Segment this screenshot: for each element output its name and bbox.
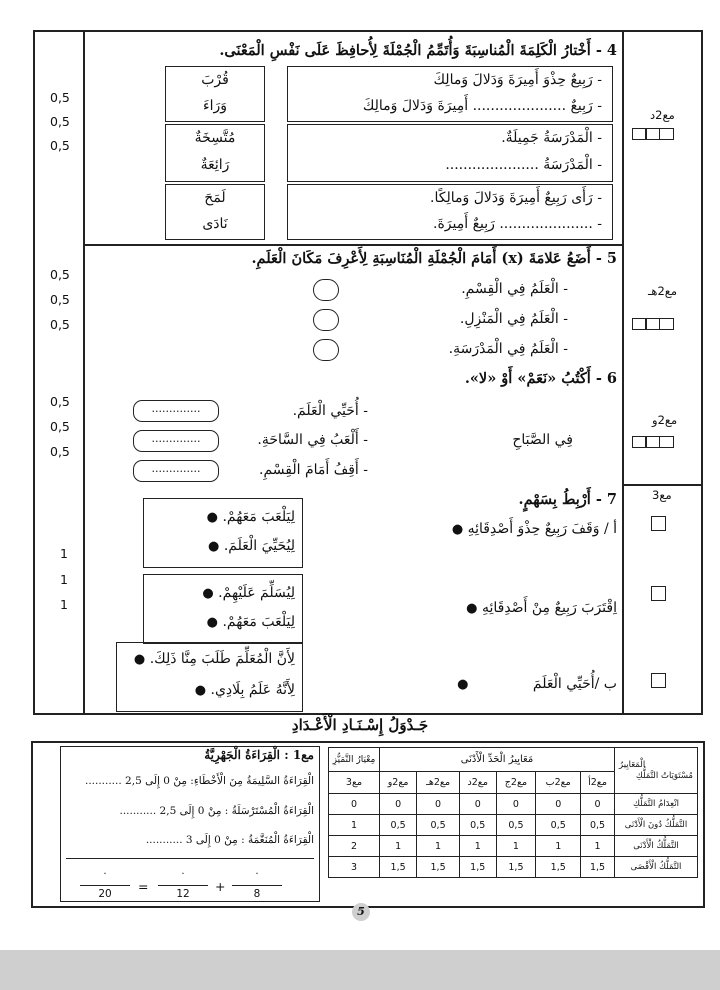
reading-line-2: الْقِرَاءَةُ الْمُسْتَرْسَلَةُ : مِنْ 0 إِلَى 2,5 ........... <box>119 805 314 817</box>
cell: 1 <box>380 836 417 857</box>
q7-score-1: 1 <box>60 546 68 561</box>
sum-equals: = <box>138 879 149 894</box>
sum-a: 12 <box>176 888 190 900</box>
cell: 2 <box>329 836 380 857</box>
code-mu2w: مع2و <box>380 772 417 794</box>
q5-criterion-code: مع2هـ <box>648 284 678 298</box>
q5-answer-oval-2[interactable] <box>313 309 339 331</box>
code-mu2a: مع2أ <box>581 772 615 794</box>
q4-g1-sentence-1: - رَبِيعٌ حِذْوَ أَمِيرَةَ وَدَلالَ وَمالِكَ <box>433 72 602 88</box>
q4-word-3b: نَادَى <box>202 216 228 232</box>
cell: 0,5 <box>380 815 417 836</box>
cell: 3 <box>329 857 380 878</box>
row-label: التَّمَلُّكُ دُونَ الْأَدْنَى <box>615 815 698 836</box>
q7-opt-1b-text: لِيُحَيِّيَ الْعَلَمَ. <box>223 538 295 554</box>
q7-left-2-label: اِقْتَرَبَ رَبِيعٌ مِنْ أَصْدِقَائِهِ <box>481 600 617 616</box>
q7-left-3-label: ب /أُحَيِّي الْعَلَمَ <box>532 676 617 692</box>
grading-title: جَـدْوَلُ إِسْـنَـادِ الْأَعْـدَادِ <box>291 716 429 734</box>
cell: 0 <box>417 794 460 815</box>
q7-score-2: 1 <box>60 572 68 587</box>
scan-footer-bar <box>0 950 720 990</box>
q6-answer-box-1[interactable] <box>133 400 219 422</box>
q5-score-2: 0,5 <box>50 292 70 307</box>
q4-g1-sentence-2: - رَبِيعٌ ..................... أَمِيرَةَ وَدَلالَ وَمالِكَ <box>362 98 602 114</box>
q7-opt-2a-bullet: ● <box>202 586 214 601</box>
q7-opt-1a[interactable] <box>207 509 295 525</box>
q7-opt-2a[interactable] <box>202 585 295 601</box>
q7-opt-2b[interactable] <box>207 614 295 630</box>
q5-option-3: - الْعَلَمُ فِي الْمَدْرَسَةِ. <box>448 341 568 357</box>
q7-opt-2b-bullet: ● <box>206 615 218 630</box>
q5-answer-oval-1[interactable] <box>313 279 339 301</box>
q6-criterion-code: مع2و <box>652 413 678 427</box>
cell: 1 <box>581 836 615 857</box>
q5-option-2: - الْعَلَمُ فِي الْمَنْزِلِ. <box>459 311 568 327</box>
q7-heading: 7 - أَرْبِطُ بِسَهْمٍ. <box>518 491 617 508</box>
code-mu3: مع3 <box>329 772 380 794</box>
q7-checkbox-2[interactable] <box>651 586 666 601</box>
code-mu2d: مع2د <box>459 772 496 794</box>
q4-criterion-code: مع2د <box>650 108 675 122</box>
q6-item-1: - أُحَيِّي الْعَلَمَ. <box>292 403 368 419</box>
q4-grade-cells[interactable] <box>633 128 674 140</box>
q7-code-separator <box>622 484 703 486</box>
q6-blank-3: .............. <box>151 462 201 475</box>
q7-left-3 <box>457 676 617 692</box>
q7-left-2 <box>466 600 617 616</box>
q7-left-1-label: أ / وَقَفَ رَبِيعٌ حِذْوَ أَصْدِقَائِهِ <box>467 521 617 537</box>
q7-left-2-bullet[interactable]: ● <box>466 601 478 616</box>
q6-item-2: - أَلْعَبُ فِي السَّاحَةِ. <box>257 432 368 448</box>
q6-item-3: - أَقِفُ أَمَامَ الْقِسْمِ. <box>259 462 368 478</box>
q4-word-1a: قُرْبَ <box>201 72 229 88</box>
min-header: مَعَايِيرُ الْحَدِّ الْأَدْنَى <box>380 748 615 772</box>
q7-opt-3b-text: لِأَنَّهُ عَلَمُ بِلَادِي. <box>210 682 295 698</box>
q5-grade-cells[interactable] <box>633 318 674 330</box>
q7-left-1-bullet[interactable]: ● <box>451 522 464 537</box>
q7-score-3: 1 <box>60 597 68 612</box>
reading-box <box>60 746 320 902</box>
q6-blank-2: .............. <box>151 432 201 445</box>
reading-line-3: الْقِرَاءَةُ الْمُنَغَّمَةُ : مِنْ 0 إِلَى 3 ........... <box>145 834 314 846</box>
sum-b-bar <box>232 885 282 886</box>
cell: 0,5 <box>581 815 615 836</box>
cell: 1 <box>459 836 496 857</box>
q4-separator <box>85 244 622 246</box>
q7-left-1 <box>452 521 617 537</box>
q5-heading: 5 - أَضَعُ عَلامَةَ (x) أَمَامَ الْجُمْلَةِ الْمُنَاسِبَةِ لِأَعْرِفَ مَكَانَ الْعَلَمِ. <box>251 250 617 267</box>
sum-b-dot: . <box>255 866 259 877</box>
row-label: انْعِدَامُ التَّمَلُّكِ <box>615 794 698 815</box>
q4-word-1b: وَرَاءَ <box>203 98 227 114</box>
q6-score-1: 0,5 <box>50 394 70 409</box>
cell: 0,5 <box>417 815 460 836</box>
q4-g2-sentence-1: - الْمَدْرَسَةُ جَمِيلَةٌ. <box>501 130 602 146</box>
q4-score-2: 0,5 <box>50 114 70 129</box>
q7-opt-2b-text: لِيَلْعَبَ مَعَهُمْ. <box>222 614 295 630</box>
q5-score-3: 0,5 <box>50 317 70 332</box>
cell: 0 <box>329 794 380 815</box>
sum-total-dot: . <box>103 866 107 877</box>
q6-blank-1: .............. <box>151 402 201 415</box>
q6-answer-box-2[interactable] <box>133 430 219 452</box>
q5-option-1: - الْعَلَمُ فِي الْقِسْمِ. <box>461 281 568 297</box>
cell: 0,5 <box>536 815 581 836</box>
cell: 1,5 <box>459 857 496 878</box>
q4-score-1: 0,5 <box>50 90 70 105</box>
cell: 1,5 <box>536 857 581 878</box>
code-mu2b: مع2ب <box>536 772 581 794</box>
q4-g2-sentence-2: - الْمَدْرَسَةُ ..................... <box>445 157 602 173</box>
q7-opt-1b[interactable] <box>208 538 295 554</box>
cell: 0 <box>459 794 496 815</box>
excel-header: مِعْيَارُ التَّمَيُّزِ <box>329 748 380 772</box>
q7-opt-3a-text: لِأَنَّ الْمُعَلِّمَ طَلَبَ مِنَّا ذَلِكَ. <box>149 651 295 667</box>
cell: 1,5 <box>496 857 536 878</box>
cell: 1 <box>496 836 536 857</box>
q4-score-3: 0,5 <box>50 138 70 153</box>
q6-answer-box-3[interactable] <box>133 460 219 482</box>
q6-context: فِي الصَّبَاحِ <box>512 432 573 448</box>
code-mu2j: مع2ج <box>496 772 536 794</box>
q7-left-3-bullet[interactable]: ● <box>457 677 469 692</box>
row-label: التَّمَلُّكُ الْأَدْنَى <box>615 836 698 857</box>
q6-grade-cells[interactable] <box>633 436 674 448</box>
cell: 1 <box>536 836 581 857</box>
q7-opt-1b-bullet: ● <box>208 539 220 554</box>
cell: 1,5 <box>380 857 417 878</box>
q7-checkbox-3[interactable] <box>651 673 666 688</box>
cell: 1 <box>417 836 460 857</box>
q6-score-3: 0,5 <box>50 444 70 459</box>
corner-top: الْمَعَايِيرُ <box>619 759 646 770</box>
sum-total: 20 <box>98 888 112 900</box>
cell: 1,5 <box>581 857 615 878</box>
cell: 0,5 <box>496 815 536 836</box>
sum-plus: + <box>215 879 226 894</box>
q7-opt-1a-text: لِيَلْعَبَ مَعَهُمْ. <box>222 509 295 525</box>
q7-opt-3b-bullet: ● <box>194 683 207 698</box>
q7-opt-1a-bullet: ● <box>206 510 218 525</box>
cell: 0 <box>536 794 581 815</box>
score-column-divider <box>83 30 85 715</box>
q6-score-2: 0,5 <box>50 419 70 434</box>
q7-opt-3a[interactable] <box>134 651 295 667</box>
reading-divider <box>66 858 314 859</box>
q7-opt-2a-text: لِيُسَلِّمَ عَلَيْهِمْ. <box>218 585 295 601</box>
grading-table <box>328 747 698 878</box>
corner-bottom: مُسْتَوَيَاتُ التَّمَلُّكِ <box>635 770 693 781</box>
page-number: 5 <box>352 903 370 921</box>
q7-criterion-code: مع3 <box>652 488 672 502</box>
q4-heading: 4 - أَخْتارُ الْكَلِمَةَ الْمُناسِبَةَ وَأُتَمِّمُ الْجُمْلَةَ لِأُحافِظَ عَلَى نَفْسِ الْمَعْنَى. <box>219 42 617 59</box>
cell: 0,5 <box>459 815 496 836</box>
q4-g3-sentence-1: - رَأَى رَبِيعٌ أَمِيرَةَ وَدَلالَ وَمالِكًا. <box>430 190 602 206</box>
q5-score-1: 0,5 <box>50 267 70 282</box>
q7-opt-3b[interactable] <box>195 682 295 698</box>
code-column-divider <box>622 30 624 715</box>
reading-title: مع1 : الْقِرَاءَةُ الْجَهْرِيَّةُ <box>204 748 314 762</box>
sum-a-bar <box>158 885 208 886</box>
q4-word-3a: لَمَحَ <box>204 190 226 206</box>
q7-opt-3a-bullet: ● <box>133 652 146 667</box>
cell: 0 <box>581 794 615 815</box>
q4-g3-sentence-2: - ..................... رَبِيعٌ أَمِيرَةَ. <box>433 216 602 232</box>
q4-word-2b: رَائِعَةٌ <box>200 157 230 173</box>
cell: 0 <box>496 794 536 815</box>
cell: 1,5 <box>417 857 460 878</box>
code-mu2h: مع2هـ <box>417 772 460 794</box>
cell: 0 <box>380 794 417 815</box>
reading-line-1: الْقِرَاءَةُ السَّلِيمَةُ مِنَ الْأَخْطَاءِ: مِنْ 0 إِلَى 2,5 ........... <box>84 775 314 787</box>
sum-total-bar <box>80 885 130 886</box>
q7-checkbox-1[interactable] <box>651 516 666 531</box>
q4-word-2a: مُتَّسِخَةٌ <box>194 130 236 146</box>
q6-heading: 6 - أَكْتُبُ «نَعَمْ» أَوْ «لا». <box>464 370 617 387</box>
sum-b: 8 <box>253 888 261 900</box>
cell: 1 <box>329 815 380 836</box>
row-label: التَّمَلُّكُ الْأَقْصَى <box>615 857 698 878</box>
q5-answer-oval-3[interactable] <box>313 339 339 361</box>
sum-a-dot: . <box>181 866 185 877</box>
corner-cell <box>615 748 698 794</box>
